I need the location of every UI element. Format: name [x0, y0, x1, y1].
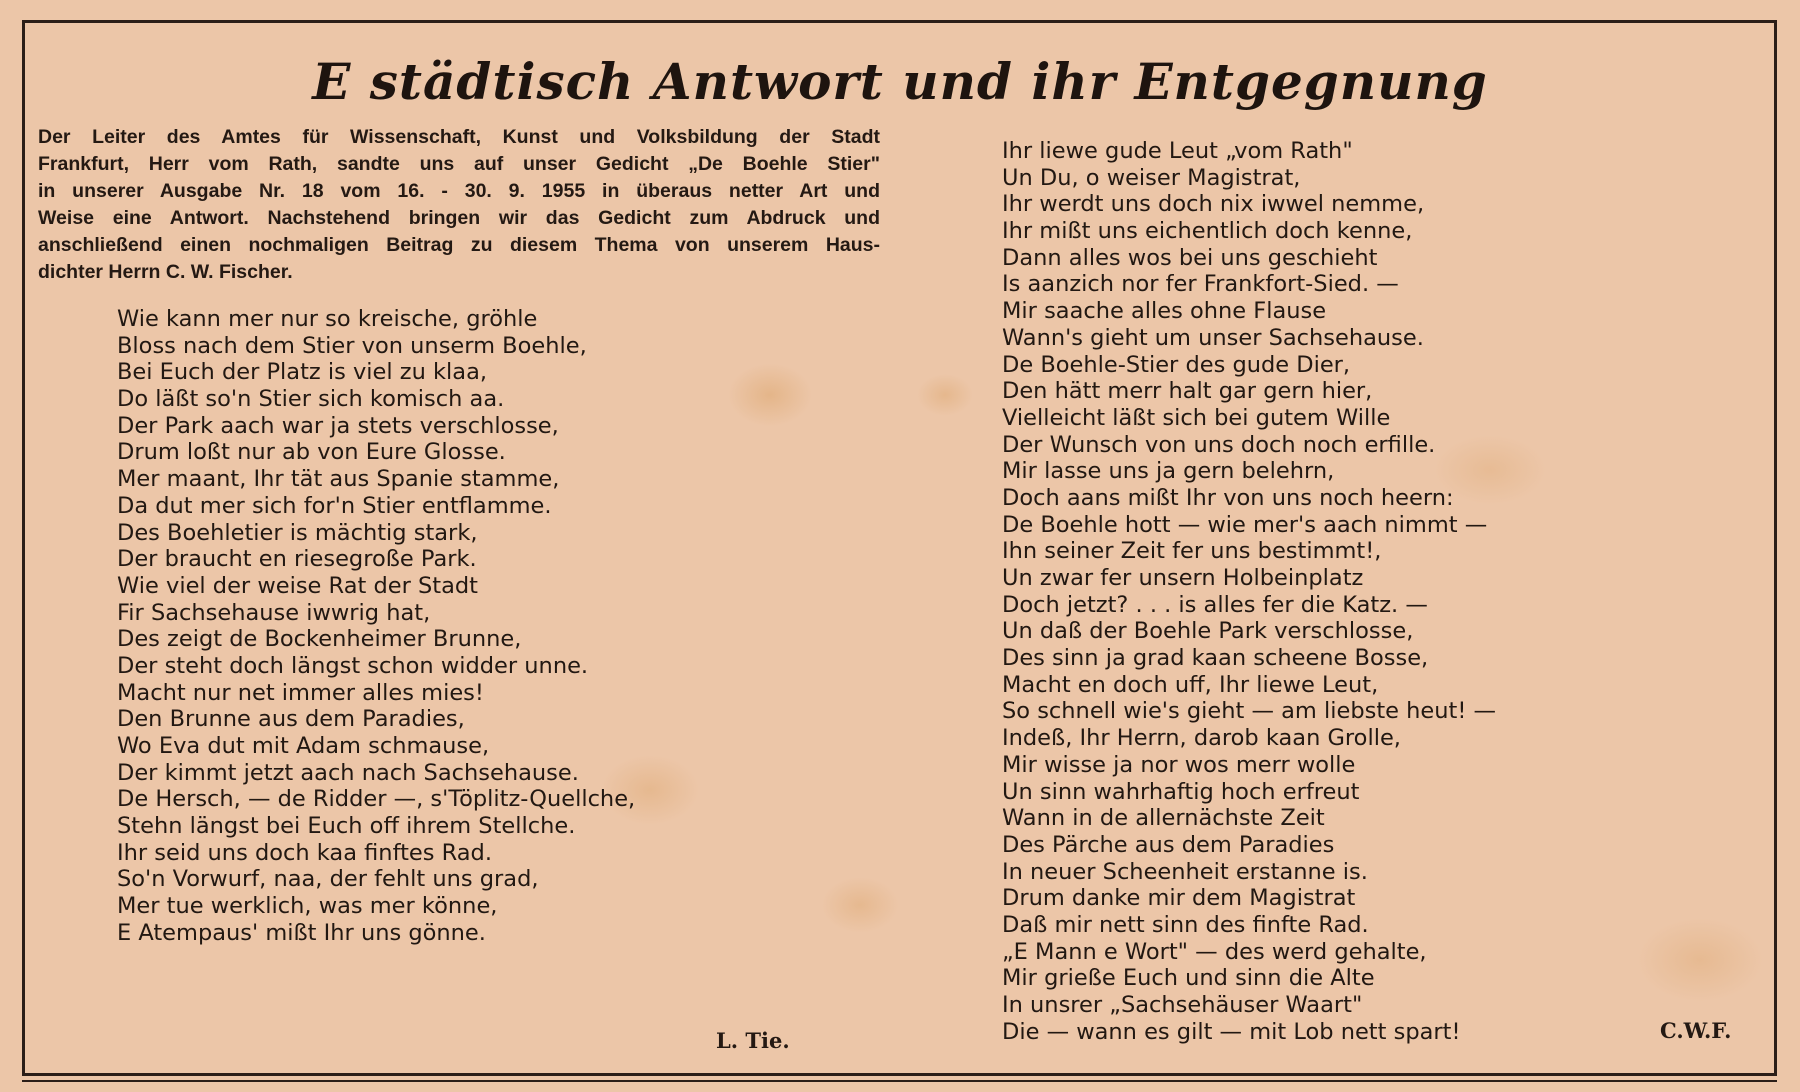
poem-line: Bloss nach dem Stier von unserm Boehle,	[117, 332, 587, 359]
signature-right: C.W.F.	[1660, 1018, 1732, 1043]
poem-line: Den hätt merr halt gar gern hier,	[1002, 378, 1373, 405]
poem-line: Ihn seiner Zeit fer uns bestimmt!,	[1002, 538, 1382, 565]
poem-line: Mir wisse ja nor wos merr wolle	[1002, 751, 1356, 778]
intro-line: Weise eine Antwort. Nachstehend bringen wir das Gedicht zum Abdruck und	[38, 207, 880, 229]
intro-line: Frankfurt, Herr vom Rath, sandte uns auf unser Gedicht „De Boehle Stier"	[38, 153, 880, 175]
poem-line: Un Du, o weiser Magistrat,	[1002, 164, 1301, 191]
poem-line: Wie viel der weise Rat der Stadt	[117, 572, 478, 599]
intro-paragraph	[38, 124, 880, 286]
intro-line: anschließend einen nochmaligen Beitrag zu diesem Thema von unserem Haus-	[38, 234, 880, 256]
poem-line: Mer maant, Ihr tät aus Spanie stamme,	[117, 466, 560, 493]
poem-line: Fir Sachsehause iwwrig hat,	[117, 599, 431, 626]
poem-line: So schnell wie's gieht — am liebste heut! —	[1002, 698, 1497, 725]
poem-line: „E Mann e Wort" — des werd gehalte,	[1002, 938, 1427, 965]
intro-line: Der Leiter des Amtes für Wissenschaft, Kunst und Volksbildung der Stadt	[38, 126, 880, 148]
poem-line: Drum loßt nur ab von Eure Glosse.	[117, 439, 506, 466]
poem-line: Wo Eva dut mit Adam schmause,	[117, 733, 490, 759]
poem-line: De Boehle-Stier des gude Dier,	[1002, 351, 1351, 378]
poem-line: Mir grieße Euch und sinn die Alte	[1002, 965, 1375, 992]
poem-line: Des sinn ja grad kaan scheene Bosse,	[1002, 645, 1429, 672]
poem-line: Ihr werdt uns doch nix iwwel nemme,	[1002, 191, 1425, 218]
poem-line: Der kimmt jetzt aach nach Sachsehause.	[117, 759, 579, 786]
poem-line: Vielleicht läßt sich bei gutem Wille	[1002, 404, 1391, 431]
poem-line: Macht nur net immer alles mies!	[117, 679, 484, 706]
poem-line: Des Boehletier is mächtig stark,	[117, 519, 478, 546]
poem-line: Dann alles wos bei uns geschieht	[1002, 244, 1378, 271]
poem-line: Is aanzich nor fer Frankfort-Sied. —	[1002, 271, 1399, 298]
poem-line: Un sinn wahrhaftig hoch erfreut	[1002, 778, 1360, 805]
poem-line: Doch jetzt? . . . is alles fer die Katz. —	[1002, 591, 1428, 618]
poem-line: In unsrer „Sachsehäuser Waart"	[1002, 992, 1363, 1018]
poem-line: Die — wann es gilt — mit Lob nett spart!	[1002, 1018, 1461, 1045]
poem-line: Mir saache alles ohne Flause	[1002, 298, 1327, 325]
poem-line: Der Wunsch von uns doch noch erfille.	[1002, 431, 1436, 458]
article-title: E städtisch Antwort und ihr Entgegnung	[312, 52, 1488, 111]
poem-line: Ihr seid uns doch kaa finftes Rad.	[117, 839, 492, 866]
poem-line: In neuer Scheenheit erstanne is.	[1002, 858, 1368, 885]
poem-line: Un daß der Boehle Park verschlosse,	[1002, 618, 1414, 645]
poem-line: Des zeigt de Bockenheimer Brunne,	[117, 626, 522, 653]
poem-line: Do läßt so'n Stier sich komisch aa.	[117, 386, 505, 413]
poem-line: Indeß, Ihr Herrn, darob kaan Grolle,	[1002, 725, 1401, 752]
poem-line: Macht en doch uff, Ihr liewe Leut,	[1002, 671, 1379, 698]
poem-line: Der steht doch längst schon widder unne.	[117, 652, 589, 679]
poem-line: Mer tue werklich, was mer könne,	[117, 893, 498, 920]
poem-line: Der Park aach war ja stets verschlosse,	[117, 412, 559, 439]
poem-line: Wie kann mer nur so kreische, gröhle	[117, 306, 538, 332]
poem-line: Den Brunne aus dem Paradies,	[117, 706, 465, 733]
poem-line: Ihr liewe gude Leut „vom Rath"	[1002, 138, 1353, 164]
poem-line: Bei Euch der Platz is viel zu klaa,	[117, 359, 488, 386]
intro-line: dichter Herrn C. W. Fischer.	[38, 261, 293, 283]
poem-line: Des Pärche aus dem Paradies	[1002, 831, 1335, 858]
poem-line: Mir lasse uns ja gern belehrn,	[1002, 458, 1335, 485]
poem-line: Un zwar fer unsern Holbeinplatz	[1002, 565, 1364, 591]
poem-line: Wann's gieht um unser Sachsehause.	[1002, 324, 1424, 351]
poem-line: De Boehle hott — wie mer's aach nimmt —	[1002, 511, 1488, 538]
poem-line: Ihr mißt uns eichentlich doch kenne,	[1002, 218, 1413, 245]
poem-left	[117, 306, 635, 947]
signature-left: L. Tie.	[716, 1028, 790, 1053]
poem-line: Da dut mer sich for'n Stier entflamme.	[117, 492, 552, 519]
poem-line: Daß mir nett sinn des finfte Rad.	[1002, 911, 1369, 938]
poem-line: Drum danke mir dem Magistrat	[1002, 885, 1356, 912]
poem-line: E Atempaus' mißt Ihr uns gönne.	[117, 919, 486, 946]
poem-line: Der braucht en riesegroße Park.	[117, 546, 477, 573]
intro-line: in unserer Ausgabe Nr. 18 vom 16. - 30. 9. 1955 in überaus netter Art und	[38, 180, 880, 202]
poem-right	[1002, 138, 1496, 1045]
poem-line: De Hersch, — de Ridder —, s'Töplitz-Quellche,	[117, 786, 636, 813]
poem-line: Wann in de allernächste Zeit	[1002, 805, 1325, 832]
poem-line: Doch aans mißt Ihr von uns noch heern:	[1002, 484, 1454, 511]
poem-line: Stehn längst bei Euch off ihrem Stellche.	[117, 813, 576, 840]
poem-line: So'n Vorwurf, naa, der fehlt uns grad,	[117, 866, 539, 893]
